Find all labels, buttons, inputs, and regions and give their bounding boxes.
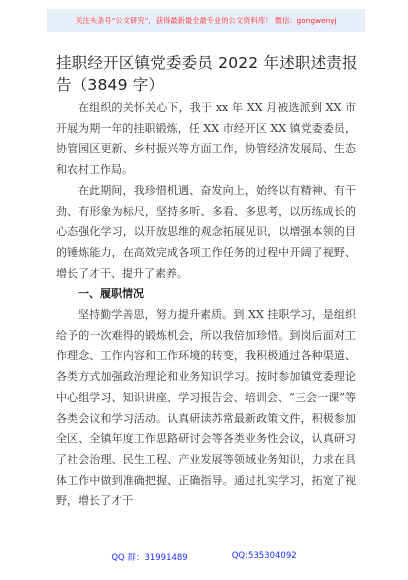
promo-banner — [47, 9, 365, 32]
section-heading: 一、履职情况 — [78, 287, 144, 301]
body-paragraph: 在此期间，我珍惜机遇、奋发向上，始终以有精神、有干劲、有形象为标尺，坚持多听、多看、多思考，以历练成长的心态强化学习，以开放思维的观念拓展见识，以增强本领的目的锤炼能力，在高效完成各项工作任务的过程中开阔了视野、增长了才干、提升了素养。 — [56, 183, 356, 280]
body-paragraph: 坚持勤学善思，努力提升素质。到 XX 挂职学习，是组织给予的一次难得的锻炼机会，所以我倍加珍惜。到岗后面对工作理念、工作内容和工作环境的转变，我积极通过各种渠道、各类方式加强政治理论和业务知识学习。按时参加镇党委理论中心组学习、知识讲座、学习报告会、培训会、“三会一课”等各类会议和学习活动。认真研读苏常最新政策文件，积极参加全区、全镇年度工作思路研讨会等各类业务性会议，认真研习了社会治理、民生工程、产业发展等领域业务知识，力求在具体工作中做到准确把握、正确指导。通过扎实学习，拓宽了视野，增长了才干 — [56, 308, 356, 508]
qq-text: QQ:535304092 — [231, 551, 297, 561]
document-body — [56, 98, 356, 512]
document-title: 挂职经开区镇党委委员 2022 年述职述责报告（3849 字） — [56, 54, 358, 94]
promo-banner-text: 关注头条号“公文研究”，获得最新最全最专业的公文资料库！ 微信：gongwenyj — [75, 15, 337, 25]
body-paragraph: 在组织的关怀关心下，我于 xx 年 XX 月被选派到 XX 市开展为期一年的挂职锻炼，任 XX 市经开区 XX 镇党委委员，协管园区更新、乡村振兴等方面工作，协管经济发展局、生态和农村工作局。 — [56, 101, 356, 177]
contact-footer — [0, 551, 408, 567]
qq-group-text: QQ 群：31991489 — [111, 553, 188, 563]
